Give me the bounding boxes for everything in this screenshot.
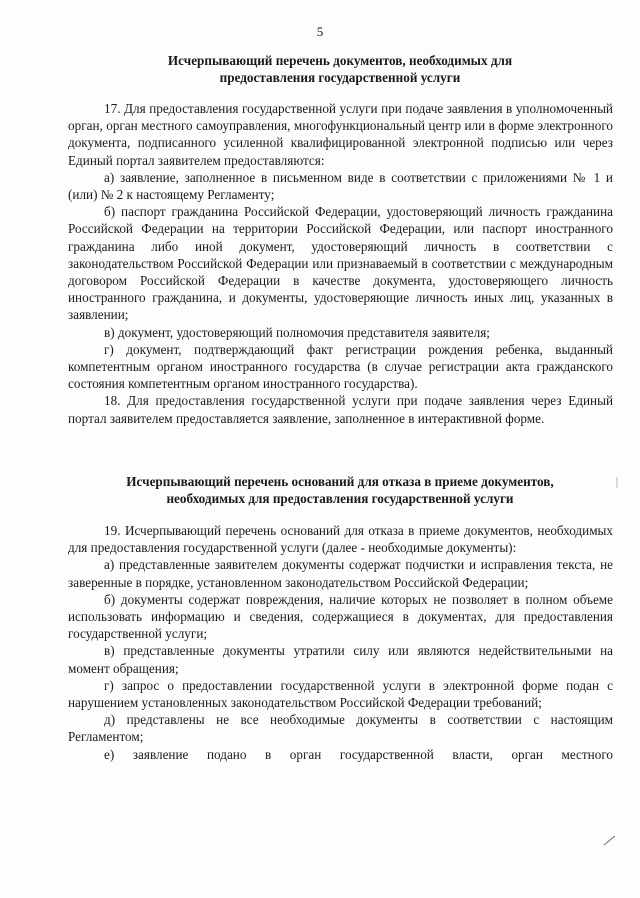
paragraph-19: 19. Исчерпывающий перечень оснований для отказа в приеме документов, необходимых для предоставления государственной услуги (далее - необходимые документы): [68,523,613,556]
page-number: 5 [316,24,324,39]
paragraph-17v: в) документ, удостоверяющий полномочия представителя заявителя; [104,324,490,340]
section-body-refusal [68,522,613,763]
paragraph-18: 18. Для предоставления государственной услуги при подаче заявления через Единый портал заявителем предоставляется заявление, заполненное в интерактивной форме. [68,393,613,426]
section-heading-line: необходимых для предоставления государственной услуги [166,491,514,506]
paragraph-17: 17. Для предоставления государственной услуги при подаче заявления в уполномоченный орган, орган местного самоуправления, многофункциональный центр или в форме электронного документа, подписанного усиленной квалифицированной электронной подписью или через Единый портал заявителем предоставляются: [68,101,613,168]
paragraph-17b: б) паспорт гражданина Российской Федерации, удостоверяющий личность гражданина Российской Федерации на территории Российской Федерации, или паспорт иностранного гражданина либо иной документ, удостоверяющий личность в соответствии с законодательством Российской Федерации или признаваемый в соответствии с международным договором Российской Федерации в качестве документа, удостоверяющего личность иностранного гражданина, и документы, удостоверяющие личность иных лиц, указанных в заявлении; [68,204,613,323]
paragraph-19b: б) документы содержат повреждения, наличие которых не позволяет в полном объеме использовать информацию и сведения, содержащиеся в документах, для предоставления государственной услуги; [68,591,613,642]
section-body-documents [68,100,613,427]
paragraph-17a: а) заявление, заполненное в письменном виде в соответствии с приложениями № 1 и (или) № 2 к настоящему Регламенту; [68,169,613,203]
paragraph-19v: в) представленные документы утратили силу или являются недействительными на момент обращения; [68,643,613,676]
paragraph-19a: а) представленные заявителем документы содержат подчистки и исправления текста, не заверенные в порядке, установленном законодательством Российской Федерации; [68,557,613,590]
section-heading-documents [70,52,610,86]
paragraph-19d: д) представлены не все необходимые документы в соответствии с настоящим Регламентом; [68,712,613,745]
section-heading-line: предоставления государственной услуги [219,70,461,85]
scan-mark [603,834,617,846]
section-heading-line: Исчерпывающий перечень оснований для отказа в приеме документов, [126,474,554,489]
section-heading-line: Исчерпывающий перечень документов, необходимых для [167,53,513,68]
paragraph-19g: г) запрос о предоставлении государственной услуги в электронной форме подан с нарушением установленных законодательством Российской Федерации требований; [68,677,613,711]
paragraph-17g: г) документ, подтверждающий факт регистрации рождения ребенка, выданный компетентным органом иностранного государства (в случае регистрации акта гражданского состояния компетентным органом иностранного государства). [68,341,613,392]
section-heading-refusal [70,473,610,507]
paragraph-19e: е) заявление подано в орган государственной власти, орган местного [104,746,613,762]
scan-mark [612,476,622,490]
